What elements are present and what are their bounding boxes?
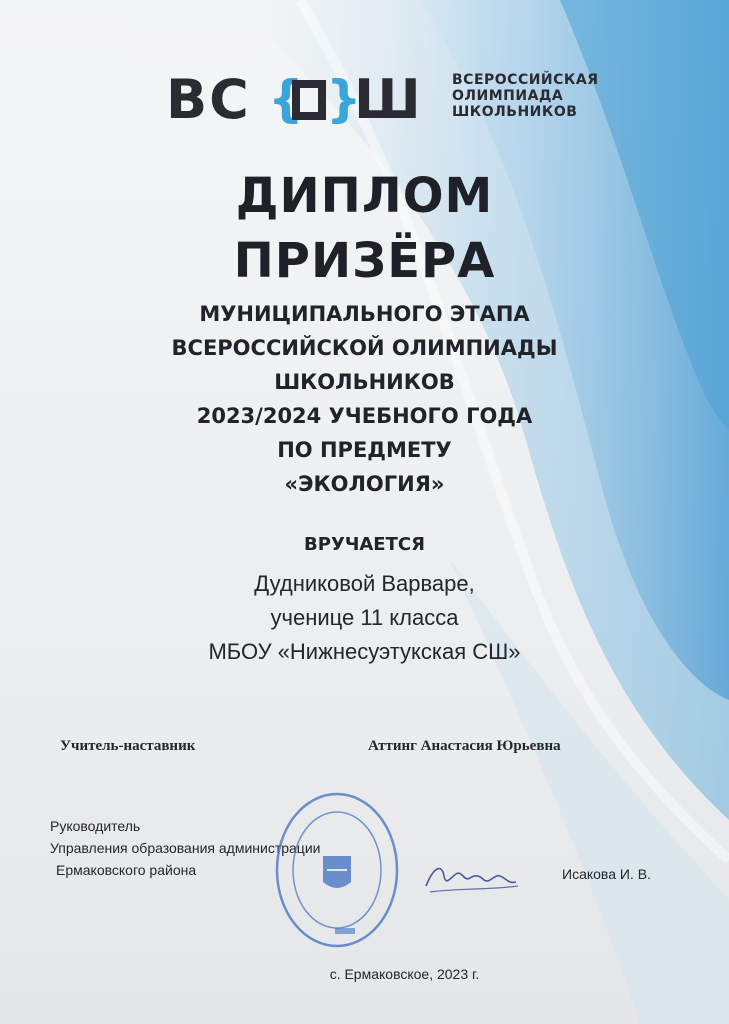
diploma-title-rank: ПРИЗЁРА xyxy=(233,233,496,289)
recipient-school: МБОУ «Нижнесуэтукская СШ» xyxy=(208,639,521,664)
subtitle-line: 2023/2024 УЧЕБНОГО ГОДА xyxy=(196,404,533,428)
mentor-name: Аттинг Анастасия Юрьевна xyxy=(368,738,561,754)
recipient-grade: ученице 11 класса xyxy=(270,605,459,630)
logo-subtitle-line: ШКОЛЬНИКОВ xyxy=(452,104,578,120)
head-title-line: Руководитель xyxy=(50,818,141,834)
subtitle-line: МУНИЦИПАЛЬНОГО ЭТАПА xyxy=(199,302,530,326)
subtitle-line: ШКОЛЬНИКОВ xyxy=(274,370,455,394)
head-title-line: Управления образования администрации xyxy=(50,840,321,856)
svg-text:Ш: Ш xyxy=(354,70,421,130)
place-date: с. Ермаковское, 2023 г. xyxy=(329,966,480,982)
logo-subtitle-line: ОЛИМПИАДА xyxy=(452,88,564,104)
head-name: Исакова И. В. xyxy=(562,866,651,882)
official-stamp xyxy=(273,790,401,950)
handwritten-signature xyxy=(420,856,520,896)
mentor-label: Учитель-наставник xyxy=(60,738,196,754)
logo-subtitle-line: ВСЕРОССИЙСКАЯ xyxy=(452,72,599,88)
subtitle-line: ПО ПРЕДМЕТУ xyxy=(277,438,452,462)
svg-text:ВС: ВС xyxy=(166,70,251,130)
svg-text:{: { xyxy=(268,70,304,128)
awarded-label: ВРУЧАЕТСЯ xyxy=(304,534,425,555)
subtitle-line: ВСЕРОССИЙСКОЙ ОЛИМПИАДЫ xyxy=(171,336,558,360)
subject-name: «ЭКОЛОГИЯ» xyxy=(284,472,445,496)
svg-text:}: } xyxy=(326,70,362,128)
recipient-name: Дудниковой Варваре, xyxy=(254,571,475,596)
diploma-title: ДИПЛОМ xyxy=(235,168,494,224)
head-title-line: Ермаковского района xyxy=(56,862,197,878)
logo-subtitle xyxy=(452,72,599,120)
